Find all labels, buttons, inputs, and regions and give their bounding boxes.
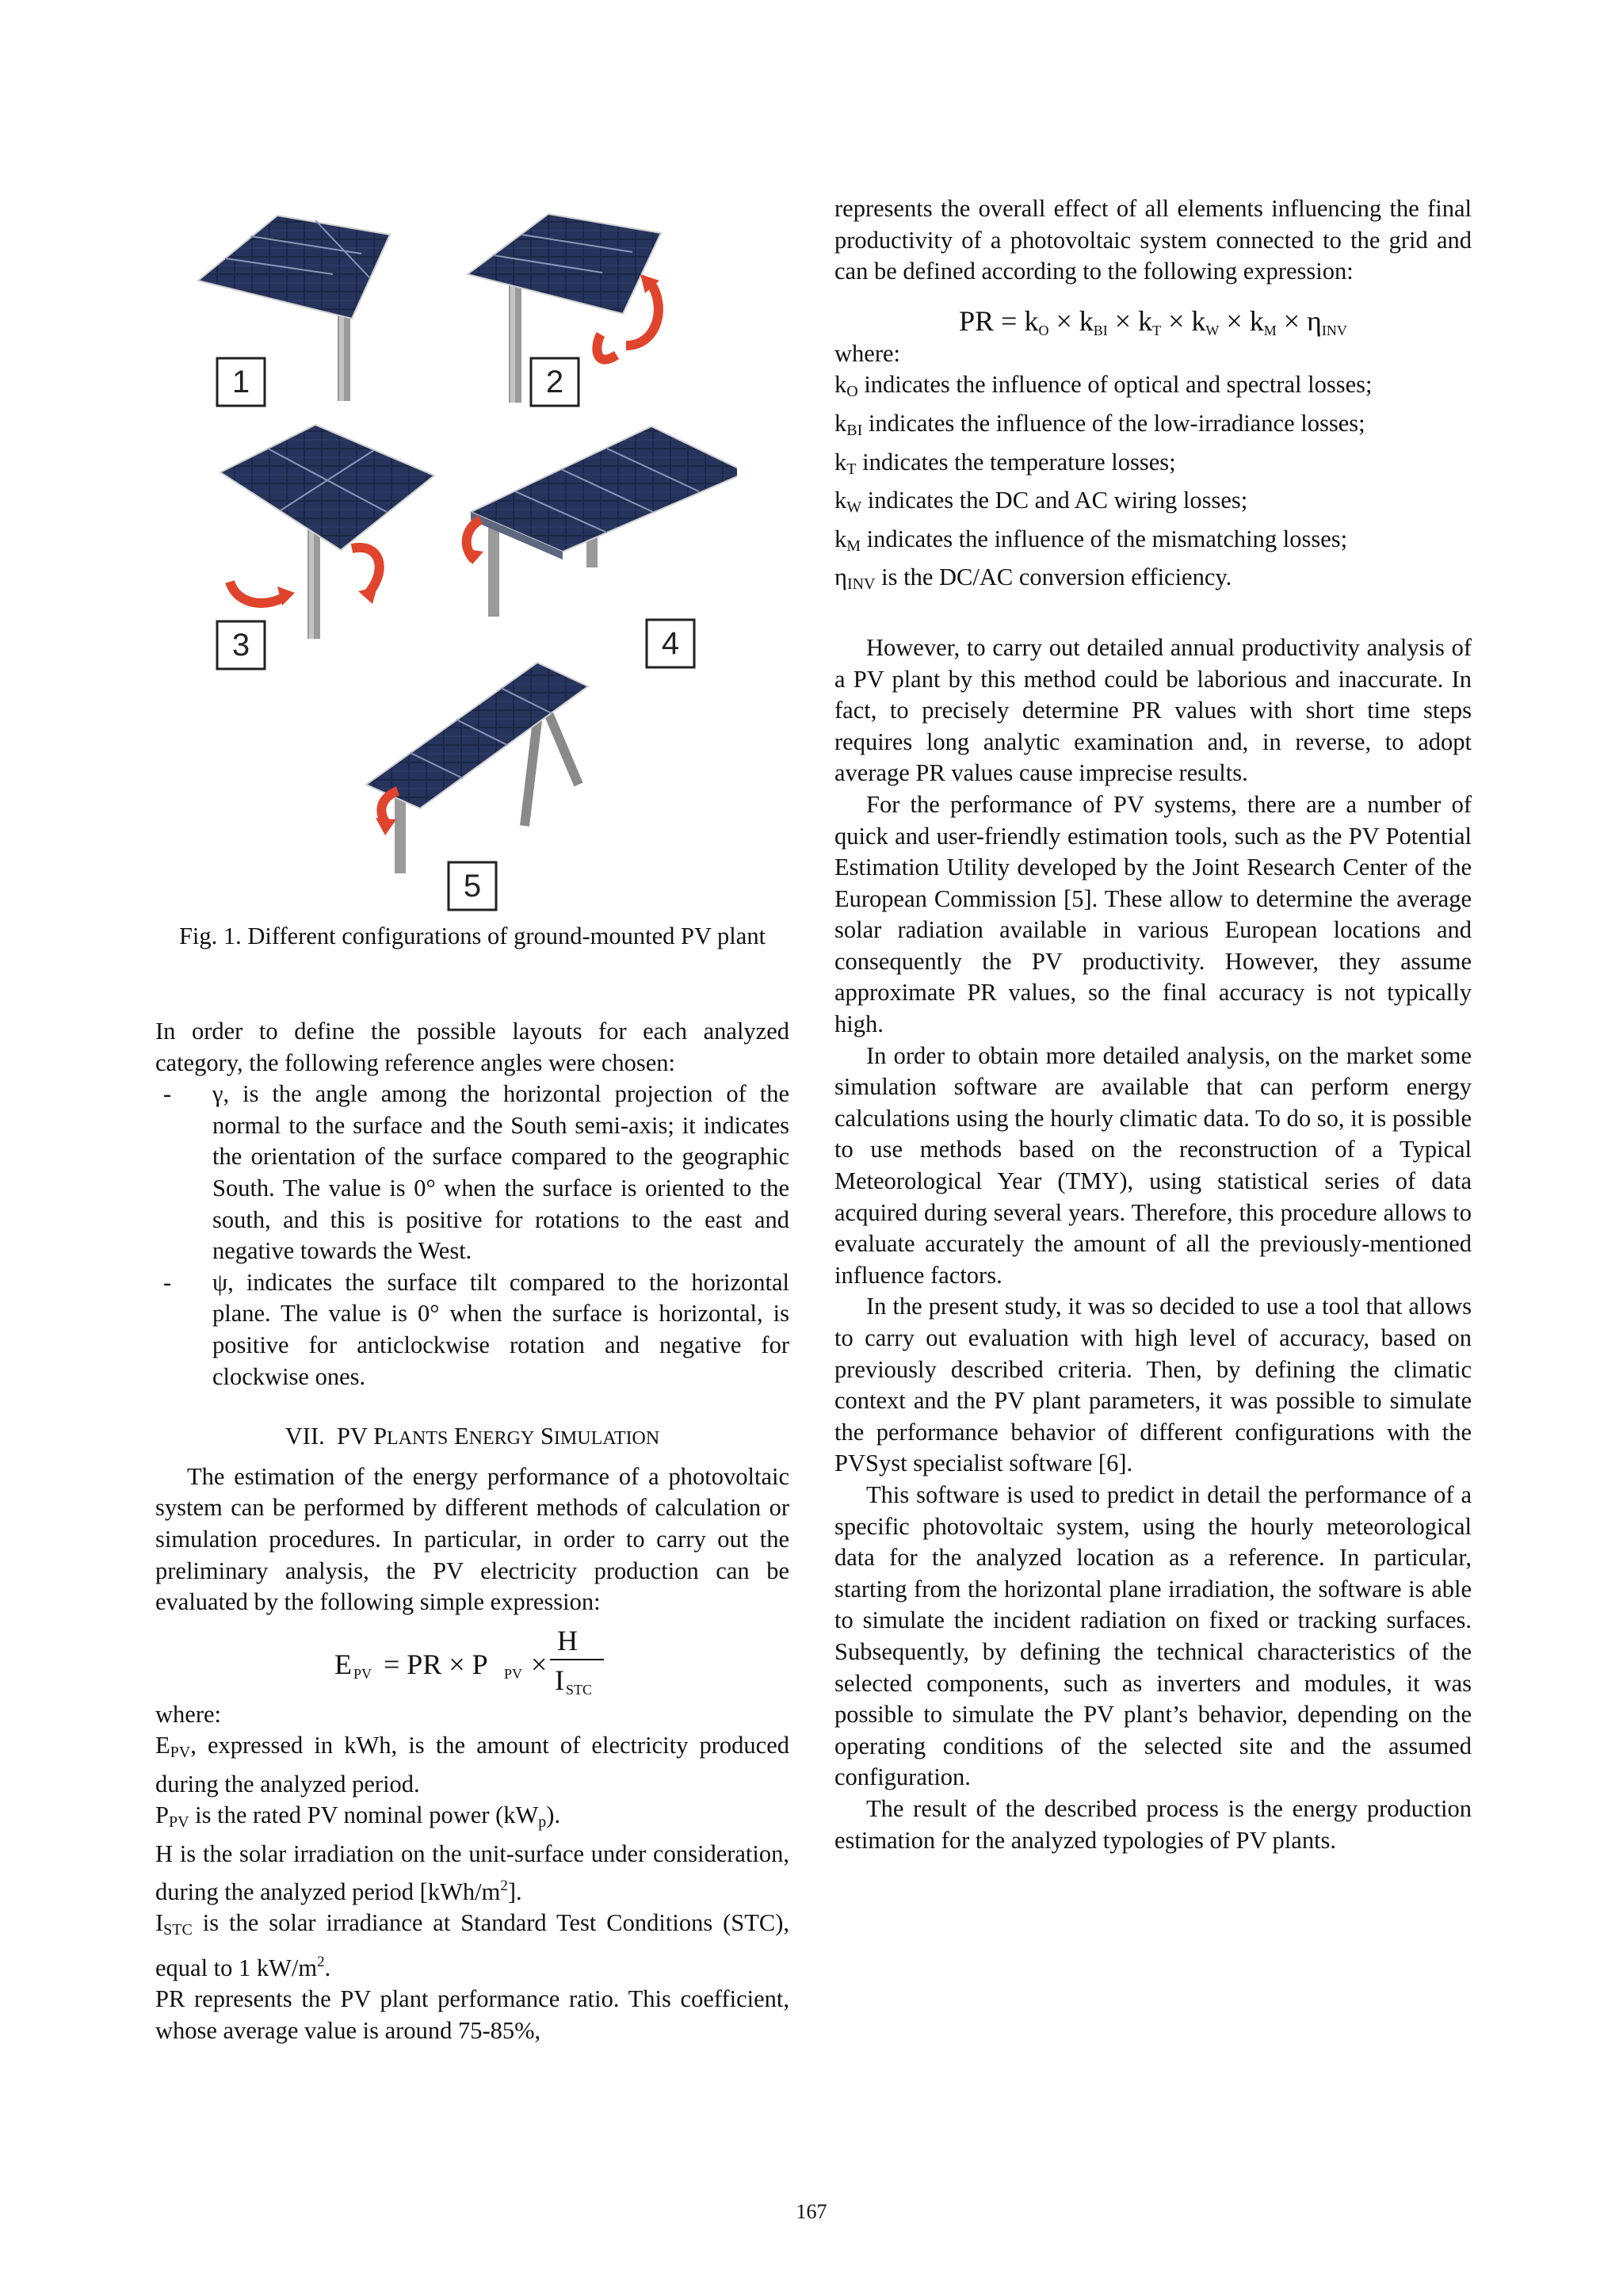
config-5-single-axis-tilted [366,663,588,873]
bullet-psi: - ψ, indicates the surface tilt compared to the horizontal plane. The value is 0° when the surface is horizontal, is positive for anticlockwise rotation and negative for clockwise ones. [163,1268,789,1390]
config-3-dual-axis [220,425,434,639]
def-kbi: kBI indicates the influence of the low-irradiance losses; [834,409,1365,439]
svg-text:1: 1 [231,365,250,399]
equation-epv [155,1623,789,1696]
panel-label-3 [217,621,265,669]
svg-text:I: I [555,1664,564,1696]
where-label: where: [155,1700,221,1728]
svg-text:4: 4 [661,626,680,661]
def-km: kM indicates the influence of the mismatching losses; [834,525,1348,555]
intro-paragraph: In order to define the possible layouts for each analyzed category, the following reference angles were chosen: [155,1018,789,1076]
svg-text:5: 5 [463,869,482,904]
svg-text:3: 3 [231,628,250,663]
svg-text:2: 2 [545,365,564,399]
config-4-single-axis-horizontal [463,426,737,617]
def-epv: EPV, expressed in kWh, is the amount of electricity produced during the analyzed period. [155,1732,789,1797]
figure-pv-configurations [182,187,737,916]
equation-pr: PR = $k_O \times k_{BI} \times k_T \times k_W \times k_M \times \eta_{INV}$ [959,304,1347,338]
right-column [834,193,1472,1856]
paragraph-6: The result of the described process is the energy production estimation for the analyzed typologies of PV plants. [834,1794,1472,1854]
def-ppv: PPV is the rated PV nominal power (kWp). [155,1801,561,1832]
paragraph-4: In the present study, it was so decided to use a tool that allows to carry out evaluation with high level of accuracy, based on previously described criteria. Then, by defining the climatic context and the PV plant parameters, it was possible to simulate the performance behavior of different configurations with the PVSyst specialist software [6]. [834,1293,1472,1477]
paragraph-5: This software is used to predict in detail the performance of a specific photovoltaic system, using the hourly meteorological data for the analyzed location as a reference. In particular, starting from the horizontal plane irradiation, the software is able to simulate the incident radiation on fixed or tracking surfaces. Subsequently, by defining the technical characteristics of the selected components, such as inverters and modules, it was possible to simulate the PV plant’s behavior, depending on the operating conditions of the selected site and the assumed configuration. [834,1480,1472,1791]
svg-text:PV: PV [353,1665,372,1682]
svg-text:E: E [334,1648,352,1680]
panel-label-5 [449,862,496,910]
def-ko: kO indicates the influence of optical and spectral losses; [834,371,1373,401]
svg-text:×: × [531,1648,548,1680]
paragraph-2: For the performance of PV systems, there are a number of quick and user-friendly estimation tools, such as the PV Potential Estimation Utility developed by the Joint Research Center of the European Commission [5]. These allow to determine the average solar radiation available in various European locations and consequently the PV productivity. However, they assume approximate PR values, so the final accuracy is not typically high. [834,790,1472,1038]
svg-text:H: H [557,1624,578,1656]
def-kw: kW indicates the DC and AC wiring losses; [834,487,1248,517]
def-pr: PR represents the PV plant performance ratio. This coefficient, whose average value is around 75-85%, [155,1985,789,2045]
section-heading: VII. PV PLANTS ENERGY SIMULATION [285,1423,660,1450]
simulation-paragraph: The estimation of the energy performance of a photovoltaic system can be performed by different methods of calculation or simulation procedures. In particular, in order to carry out the preliminary analysis, the PV electricity production can be evaluated by the following simple expression: [155,1462,789,1616]
def-kt: kT indicates the temperature losses; [834,448,1176,478]
paragraph-1: However, to carry out detailed annual productivity analysis of a PV plant by this method could be laborious and inaccurate. In fact, to precisely determine PR values with short time steps requires long analytic examination and, in reverse, to adopt average PR values cause imprecise results. [834,633,1472,787]
left-column [155,1016,789,2047]
where-label-right: where: [834,339,900,367]
panel-label-1 [217,358,265,406]
def-eta-inv: ηINV is the DC/AC conversion efficiency. [834,563,1232,594]
bullet-gamma: - γ, is the angle among the horizontal projection of the normal to the surface and the South semi-axis; it indicates the orientation of the surface compared to the geographic South. The value is 0° when the surface is oriented to the south, and this is positive for rotations to the east and negative towards the West. [163,1080,789,1265]
panel-label-4 [647,620,694,667]
def-istc: ISTC is the solar irradiance at Standard Test Conditions (STC), equal to 1 $kW/m^2$. [155,1909,789,1981]
svg-text:STC: STC [566,1681,593,1696]
page-number: 167 [796,2200,827,2223]
svg-text:PV: PV [504,1665,523,1682]
def-h: H is the solar irradiation on the unit-surface under consideration, during the analyzed period $[kWh/m^2]$. [155,1840,789,1905]
figure-caption: Fig. 1. Different configurations of ground-mounted PV plant [178,923,766,949]
pr-continuation: represents the overall effect of all elements influencing the final productivity of a photovoltaic system connected to the grid and can be defined according to the following expression: [834,195,1472,285]
panel-label-2 [531,358,579,406]
svg-text:= PR × P: = PR × P [384,1648,488,1680]
paragraph-3: In order to obtain more detailed analysis, on the market some simulation software are available that can perform energy calculations using the hourly climatic data. To do so, it is possible to use methods based on the reconstruction of a Typical Meteorological Year (TMY), using statistical series of data acquired during several years. Therefore, this procedure allows to evaluate accurately the amount of all the previously-mentioned influence factors. [834,1041,1472,1289]
